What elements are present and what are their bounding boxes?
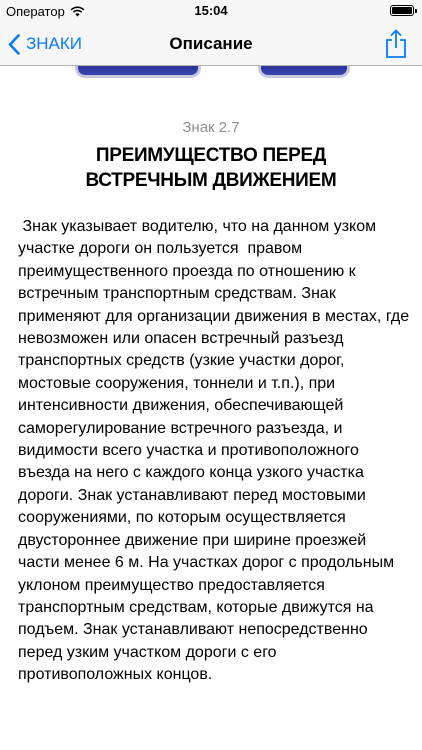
back-button-label: ЗНАКИ — [26, 34, 83, 53]
carrier-name: Оператор — [6, 4, 65, 19]
status-time: 15:04 — [194, 3, 228, 18]
sign-image-right-part — [258, 66, 350, 78]
sign-image-left-part — [75, 66, 201, 78]
navigation-bar — [0, 22, 422, 66]
sign-title-line-2: ВСТРЕЧНЫМ ДВИЖЕНИЕМ — [85, 170, 337, 191]
sign-number: Знак 2.7 — [182, 119, 240, 136]
sign-title-line-1: ПРЕИМУЩЕСТВО ПЕРЕД — [95, 145, 327, 166]
sign-image — [0, 66, 422, 86]
sign-description: Знак указывает водителю, что на данном узком участке дороги он пользуется правом преимущественного проезда по отношению к встречным транспортным средствам. Знак применяют для организации движения в местах, где невозможен или опасен встречный разъезд транспортных средств (узкие участки дорог, мостовые сооружения, тоннели и т.п.), при интенсивности движения, обеспечивающей саморегулирование встречного разъезда, и видимости всего участка и противоположного въезда на него с каждого конца узкого участка дороги. Знак устанавливают перед мостовыми сооружениями, по которым осуществляется двустороннее движение при ширине проезжей части менее 6 м. На участках дорог с продольным уклоном преимущество предоставляется транспортным средствам, которые движутся на подъем. Знак устанавливают непосредственно перед узким участком дороги с его противоположных концов. — [18, 218, 414, 684]
battery-fill — [392, 7, 412, 14]
status-bar — [0, 0, 422, 22]
battery-icon — [390, 5, 414, 16]
share-button[interactable] — [384, 29, 408, 59]
share-icon — [384, 29, 408, 59]
page-title: Описание — [169, 34, 253, 53]
sign-title — [0, 143, 422, 193]
